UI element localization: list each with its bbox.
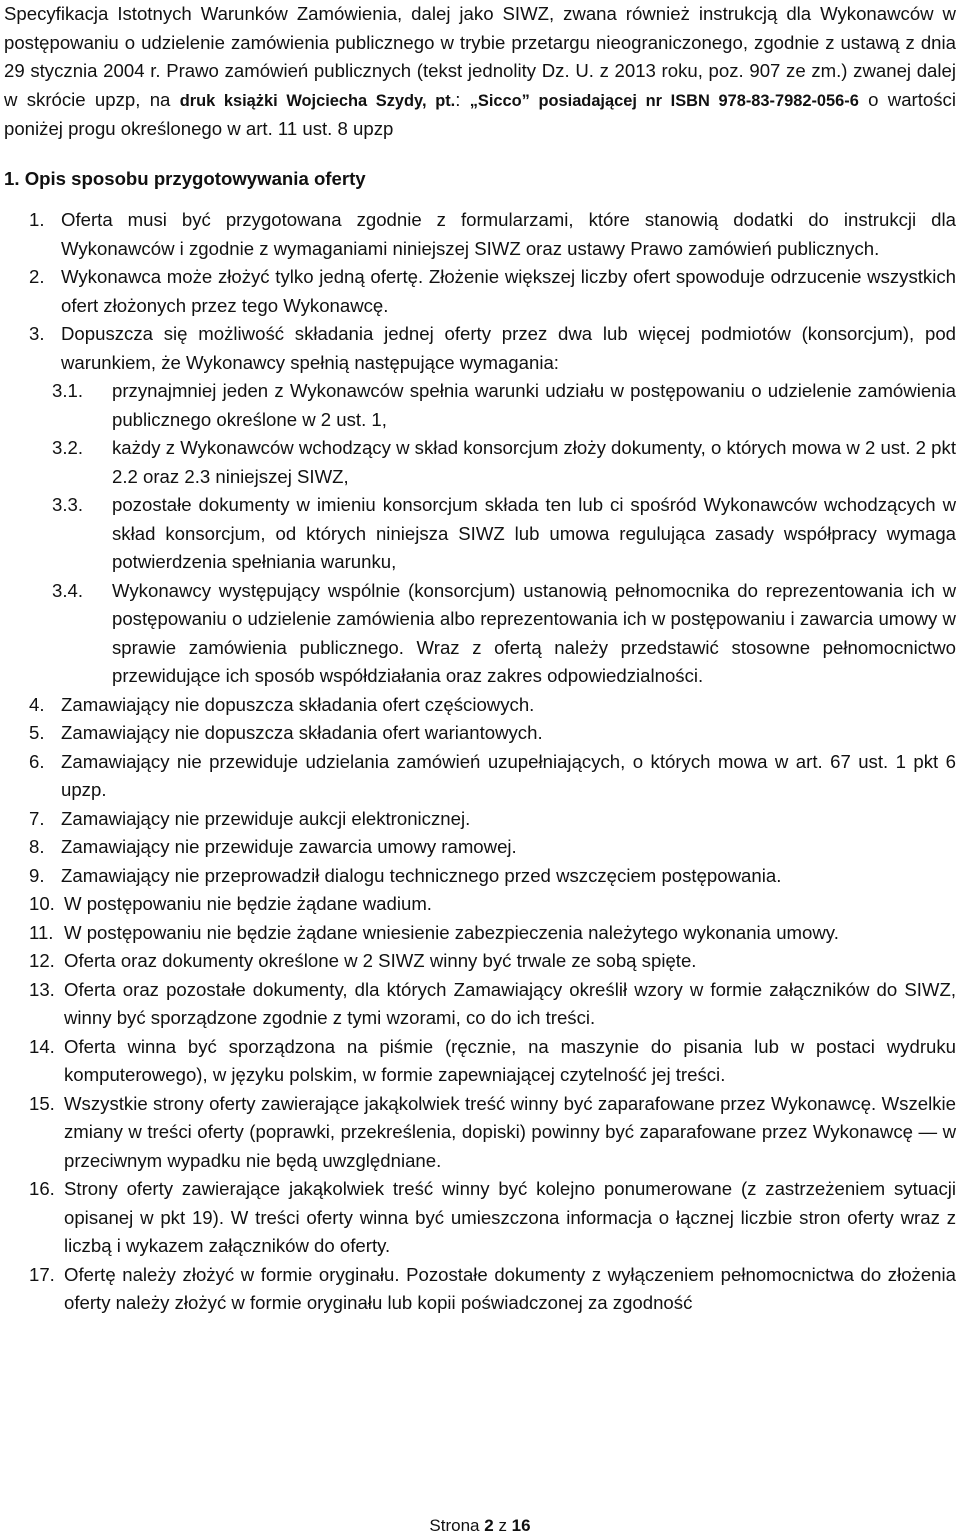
intro-text-c: o wartości poniżej progu określonego w art. 11 ust. 8 upzp <box>4 88 956 139</box>
list-item <box>4 1175 956 1261</box>
list-item-text: W postępowaniu nie będzie żądane wadium. <box>64 893 432 914</box>
sub-list-item-number: 3.1. <box>52 380 84 401</box>
list-item-text: W postępowaniu nie będzie żądane wniesienie zabezpieczenia należytego wykonania umowy. <box>64 921 839 943</box>
list-item-text: Zamawiający nie przewiduje udzielania zamówień uzupełniających, o których mowa w art. 67 ust. 1 pkt 6 upzp. <box>61 750 956 800</box>
section-number: 1. <box>4 167 20 189</box>
sub-list-item <box>4 491 956 577</box>
section-heading <box>4 165 956 194</box>
sub-list-item-text: przynajmniej jeden z Wykonawców spełnia warunki udziału w postępowaniu o udzielenie zamówienia publicznego określone w 2 ust. 1, <box>112 380 956 430</box>
list-item <box>4 748 956 805</box>
list-item-text: Zamawiający nie dopuszcza składania ofert wariantowych. <box>61 722 543 743</box>
list-item-text: Oferta musi być przygotowana zgodnie z formularzami, które stanowią dodatki do instrukcji dla Wykonawców i zgodnie z wymaganiami niniejszej SIWZ oraz ustawy Prawo zamówień publicznych. <box>61 209 956 259</box>
list-item-text: Ofertę należy złożyć w formie oryginału. Pozostałe dokumenty z wyłączeniem pełnomocnictwa do złożenia oferty należy złożyć w formie oryginału lub kopii poświadczonej za zgodność <box>64 1263 956 1313</box>
list-item-text: Oferta oraz dokumenty określone w 2 SIWZ winny być trwale ze sobą spięte. <box>64 950 697 971</box>
list-item-number: 17. <box>29 1263 55 1285</box>
list-item <box>4 1261 956 1318</box>
list-item <box>4 1033 956 1090</box>
sub-list-item <box>4 377 956 434</box>
list-item-number: 10. <box>29 893 55 914</box>
sub-list-item <box>4 577 956 691</box>
list-item-text: Oferta oraz pozostałe dokumenty, dla których Zamawiający określił wzory w formie załączników do SIWZ, winny być sporządzone zgodnie z tymi wzorami, co do ich treści. <box>64 978 956 1028</box>
intro-bold-a: druk książki Wojciecha Szydy, pt. <box>179 91 456 110</box>
list-item-text: Wszystkie strony oferty zawierające jakąkolwiek treść winny być zaparafowane przez Wykonawcę. Wszelkie zmiany w treści oferty (poprawki, przekreślenia, dopiski) powinny być zaparafowane przez Wykonawcę — w przeciwnym wypadku nie będą uwzględniane. <box>64 1092 956 1171</box>
list-item <box>4 206 956 263</box>
list-item-number: 11. <box>29 921 54 943</box>
sub-list-item <box>4 434 956 491</box>
list-item <box>4 947 956 976</box>
list-item <box>4 691 956 720</box>
list-item <box>4 976 956 1033</box>
list-item <box>4 805 956 834</box>
list-item-number: 12. <box>29 950 55 971</box>
footer-page-number: 2 <box>484 1516 494 1535</box>
list-item-text: Zamawiający nie przeprowadził dialogu technicznego przed wszczęciem postępowania. <box>61 864 782 886</box>
list-item-text: Zamawiający nie dopuszcza składania ofert częściowych. <box>61 693 535 715</box>
list-item <box>4 263 956 320</box>
sub-list-item-number: 3.3. <box>52 494 84 515</box>
list-item-text: Zamawiający nie przewiduje zawarcia umowy ramowej. <box>61 836 517 857</box>
page-footer <box>0 1516 960 1536</box>
intro-bold-b: „Sicco” posiadającej nr ISBN 978-83-7982-056-6 <box>469 91 859 110</box>
list-item-number: 5. <box>29 722 45 743</box>
list-item-number: 4. <box>29 693 45 715</box>
sub-list-item-text: Wykonawcy występujący wspólnie (konsorcjum) ustanowią pełnomocnika do reprezentowania ich w postępowaniu o udzielenie zamówienia albo reprezentowania ich w postępowaniu i zawarcia umowy w sprawie zamówienia publicznego. Wraz z ofertą należy przedstawić stosowne pełnomocnictwo przewidujące ich sposób współdziałania oraz zakres odpowiedzialności. <box>112 579 956 686</box>
list-item-text: Wykonawca może złożyć tylko jedną ofertę. Złożenie większej liczby ofert spowoduje odrzucenie wszystkich ofert złożonych przez tego Wykonawcę. <box>61 266 956 316</box>
list-item-number: 14. <box>29 1035 55 1057</box>
sub-list-item-text: każdy z Wykonawców wchodzący w skład konsorcjum złoży dokumenty, o których mowa w 2 ust. 2 pkt 2.2 oraz 2.3 niniejszej SIWZ, <box>112 437 956 487</box>
list-item-number: 9. <box>29 864 45 886</box>
list-item-text: Oferta winna być sporządzona na piśmie (ręcznie, na maszynie do pisania lub w postaci wydruku komputerowego), w języku polskim, w formie zapewniającej czytelność jej treści. <box>64 1035 956 1085</box>
list-item-text: Zamawiający nie przewiduje aukcji elektronicznej. <box>61 807 471 829</box>
section-title: Opis sposobu przygotowywania oferty <box>24 167 366 189</box>
list-item <box>4 1090 956 1176</box>
list-item-number: 15. <box>29 1092 55 1114</box>
list-item <box>4 862 956 891</box>
list-item-number: 16. <box>29 1178 55 1199</box>
list-item <box>4 719 956 748</box>
list-item-number: 8. <box>29 836 45 857</box>
list-item-number: 1. <box>29 209 45 230</box>
footer-label: Strona <box>429 1516 480 1535</box>
list-item-text: Strony oferty zawierające jakąkolwiek treść winny być kolejno ponumerowane (z zastrzeżeniem sytuacji opisanej w pkt 19). W treści oferty winna być umieszczona informacja o łącznej liczbie stron oferty wraz z liczbą i wykazem załączników do oferty. <box>64 1178 956 1256</box>
list-item-number: 3. <box>29 323 45 344</box>
footer-of: z <box>498 1516 507 1535</box>
list-item-number: 6. <box>29 750 45 772</box>
list-item <box>4 320 956 377</box>
list-item-number: 13. <box>29 978 55 1000</box>
intro-text-a: Specyfikacja Istotnych Warunków Zamówienia, dalej jako SIWZ, zwana również instrukcją dla Wykonawców w postępowaniu o udzielenie zamówienia publicznego w trybie przetargu nieograniczonego, zgodnie z ustawą z dnia 29 stycznia 2004 r. Prawo zamówień publicznych (tekst jednolity Dz. U. z 2013 roku, poz. 907 ze zm.) zwanej dalej w skrócie upzp, na <box>4 3 956 110</box>
sub-list-item-text: pozostałe dokumenty w imieniu konsorcjum składa ten lub ci spośród Wykonawców wchodzących w skład konsorcjum, od których niniejsza SIWZ lub umowa regulująca zasady współpracy wymaga potwierdzenia spełniania warunku, <box>112 494 956 572</box>
list-item-text: Dopuszcza się możliwość składania jednej oferty przez dwa lub więcej podmiotów (konsorcjum), pod warunkiem, że Wykonawcy spełnią następujące wymagania: <box>61 323 956 373</box>
intro-text-b: : <box>455 88 470 110</box>
list-item-number: 2. <box>29 266 45 287</box>
list-item <box>4 919 956 948</box>
sub-list-item-number: 3.2. <box>52 437 84 458</box>
document-page <box>4 0 956 1318</box>
sub-list-item-number: 3.4. <box>52 579 84 601</box>
intro-paragraph <box>4 0 956 144</box>
list-item <box>4 833 956 862</box>
list-item-number: 7. <box>29 807 45 829</box>
footer-total-pages: 16 <box>511 1516 531 1535</box>
list-item <box>4 890 956 919</box>
